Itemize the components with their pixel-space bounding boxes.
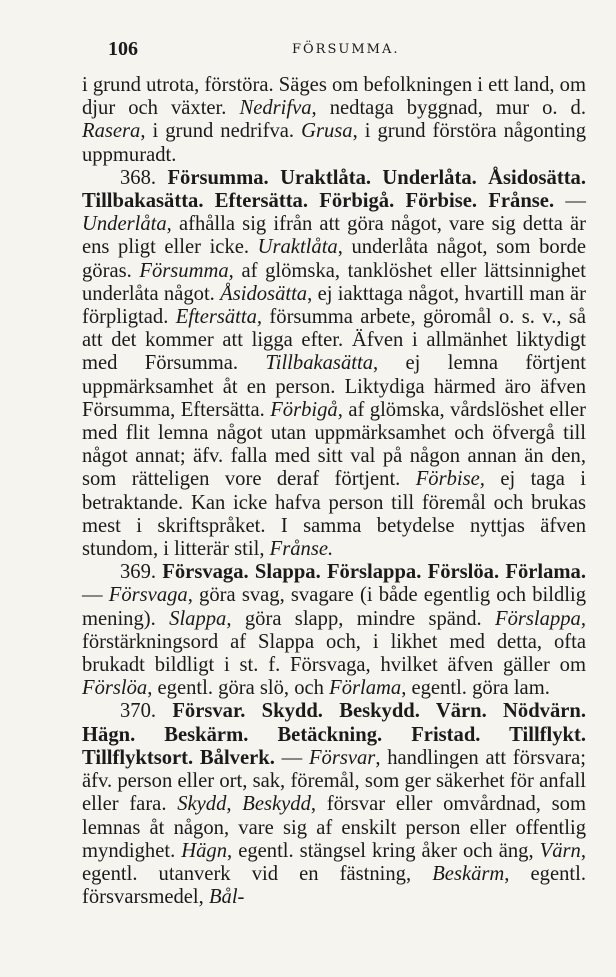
italic-term: Frånse. <box>269 538 334 561</box>
text-run: — <box>274 746 309 769</box>
text-run: , i grund nedrifva. <box>140 120 302 143</box>
italic-term: Försvaga <box>108 584 188 607</box>
text-run: , ej iakttaga något, hvartill man är förpligtad. <box>82 282 586 329</box>
text-run: försumma arbete, göromål o. s. v., så att det kommer att ligga efter. Äfven i allmänhet liktydigt med Försumma. <box>82 306 586 375</box>
entry-headwords: Försvar. Skydd. Beskydd. Värn. Nödvärn. Hägn. Beskärm. Betäckning. Fristad. Tillflykt. Tillflyktsort. Bålverk. <box>82 700 586 769</box>
italic-term: Nedrifva <box>239 97 312 120</box>
text-run: , egentl. stängsel kring åker och äng, <box>227 839 540 862</box>
entry-370 <box>82 700 586 909</box>
text-run: ej taga i betraktande. Kan icke hafva person till föremål och brukas mest i skriftspråket. I samma betydelse nyttjas äfven stundom, i litterär stil, <box>82 468 586 561</box>
italic-term: Beskydd <box>242 793 311 816</box>
italic-term: Försvar <box>308 746 376 769</box>
entry-368 <box>82 167 586 561</box>
italic-term: Hägn <box>181 839 228 862</box>
text-run: i grund utrota, förstöra. Säges om befolkningen i ett land, om djur och växter. <box>82 74 586 120</box>
text-run: , göra slapp, mindre spänd. <box>226 607 496 630</box>
page-header <box>82 38 586 68</box>
italic-term: Förslöa <box>82 677 148 700</box>
body-text <box>82 74 586 909</box>
page-number: 106 <box>108 38 138 60</box>
text-run: — <box>554 190 586 213</box>
italic-term: Uraktlåta <box>257 236 338 259</box>
entry-headwords: Försvaga. Slappa. Förslappa. Förslöa. Förlama. <box>162 561 587 584</box>
italic-term: Slappa <box>169 607 227 630</box>
text-run: , af glömska, tanklöshet eller lättsinnighet underlåta något. <box>82 259 586 305</box>
italic-term: Försumma <box>139 259 229 282</box>
italic-term: Tillbakasätta <box>265 352 373 375</box>
entry-369 <box>82 561 586 700</box>
paragraph-continuation <box>82 74 586 167</box>
italic-term: Underlåta <box>82 213 167 236</box>
running-head: FÖRSUMMA. <box>292 42 400 57</box>
italic-term: Förlama <box>329 677 402 700</box>
text-run: , handlingen att försvara; äfv. person eller ort, sak, föremål, som ger säkerhet för anfall eller fara. <box>82 746 586 816</box>
italic-term: Värn <box>539 839 581 862</box>
text-run: , ej lemna förtjent uppmärksamhet åt en person. Liktydiga härmed äro äfven Försumma, Eftersätta. <box>82 352 587 421</box>
entry-number: 368. <box>120 166 168 189</box>
italic-term: Förslappa, <box>495 607 586 630</box>
italic-term: Förbise, <box>415 468 485 491</box>
italic-term: Skydd <box>177 793 227 816</box>
entry-headwords: Försumma. Uraktlåta. Underlåta. Åsidosätta. Tillbakasätta. Eftersätta. Förbigå. Förbise. Frånse. <box>82 166 587 213</box>
text-run: , underlåta något, som borde göras. <box>82 236 586 282</box>
text-run: af glömska, vårdslöshet eller med flit lemna något utan uppmärksamhet och öfvergå till något annat; äfv. falla med sitt val på någon annan än den, som rätteligen vore deraf förtjent. <box>82 398 586 491</box>
text-run: , göra svag, svagare (i både egentlig och bildlig mening). <box>82 584 586 630</box>
text-run: , <box>226 793 243 816</box>
text-run: , egentl. göra lam. <box>401 677 550 700</box>
text-run: — <box>82 584 109 607</box>
text-run: , egentl. försvarsmedel, <box>82 862 586 909</box>
italic-term: Förbigå, <box>270 398 343 421</box>
italic-term: Beskärm <box>432 862 505 885</box>
italic-term: Bål- <box>208 886 245 909</box>
text-run: , egentl. utanverk vid en fästning, <box>82 839 586 885</box>
text-run: , försvar eller omvårdnad, som lemnas åt någon, vare sig af enskilt person eller offentlig myndighet. <box>82 793 586 862</box>
text-run: , afhålla sig ifrån att göra något, vare sig detta är ens pligt eller icke. <box>82 213 586 259</box>
italic-term: Åsidosätta <box>220 282 308 305</box>
italic-term: Eftersätta, <box>175 306 263 329</box>
text-run: , nedtaga byggnad, mur o. d. <box>311 97 586 120</box>
text-run: , egentl. göra slö, och <box>147 677 330 700</box>
text-run: förstärkningsord af Slappa och, i likhet med detta, ofta brukadt bildligt i st. f. Försvaga, hvilket äfven gäller om <box>82 630 586 677</box>
text-run: , i grund förstöra någonting uppmuradt. <box>82 120 586 166</box>
italic-term: Grusa <box>301 120 353 143</box>
entry-number: 370. <box>120 700 173 723</box>
italic-term: Rasera <box>82 120 141 143</box>
entry-number: 369. <box>120 561 163 584</box>
